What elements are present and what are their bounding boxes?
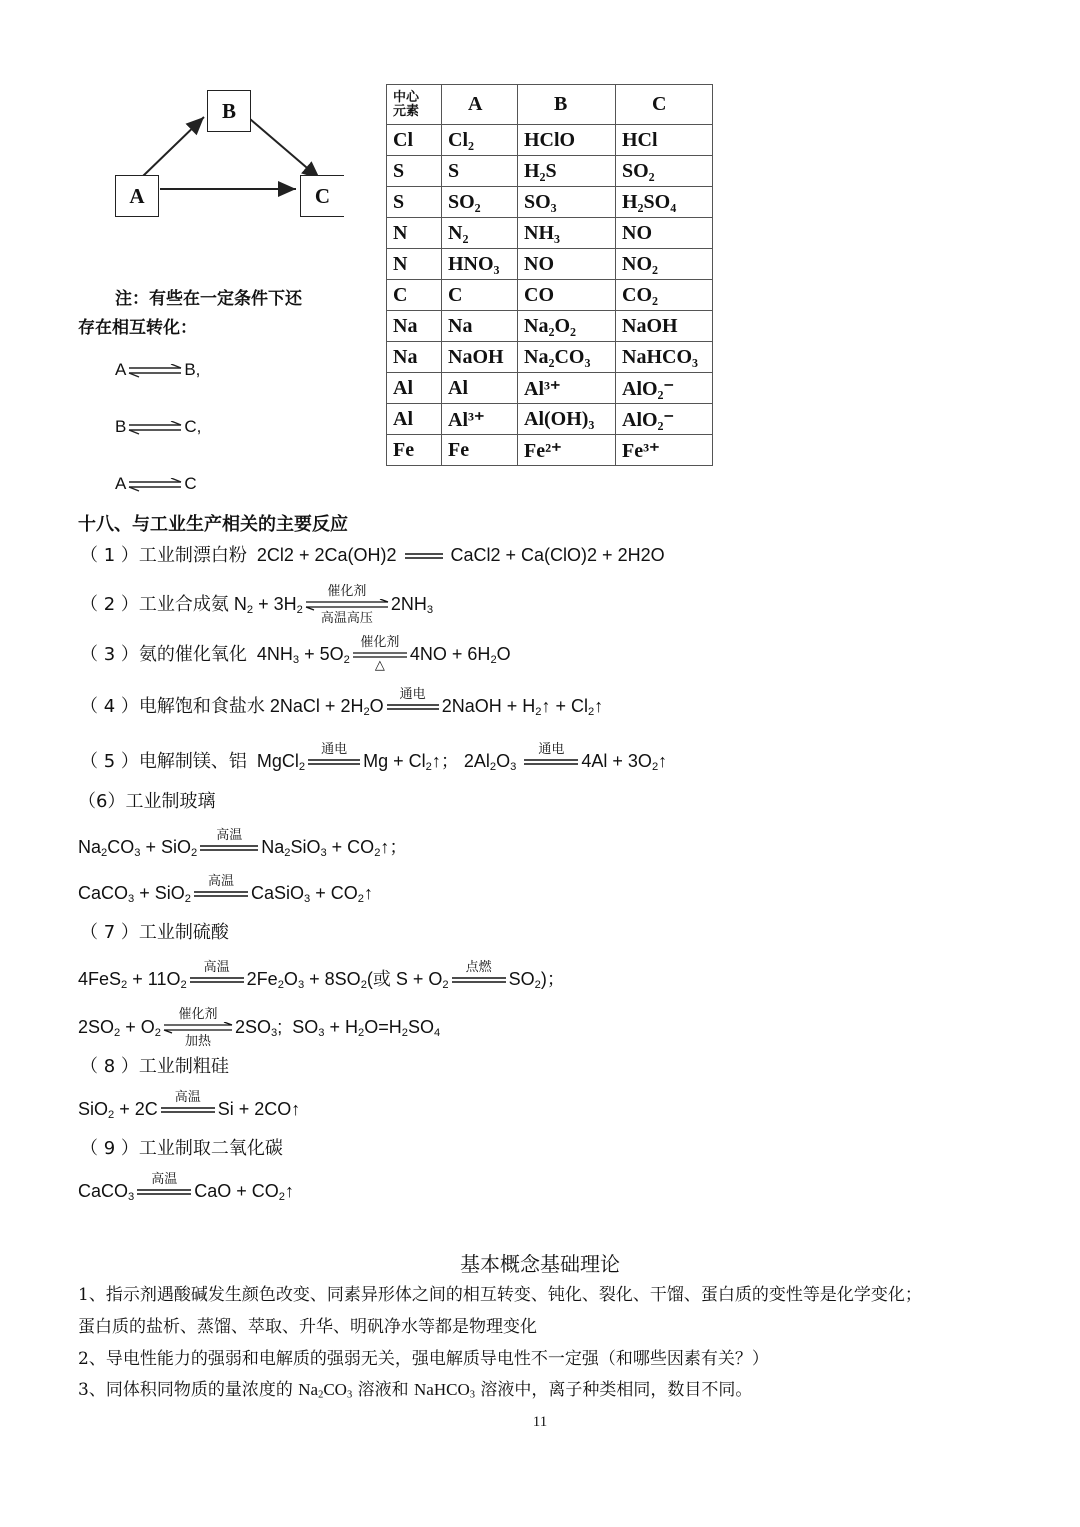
reaction-6-title: （6）工业制玻璃: [78, 791, 216, 812]
header-a: A: [442, 85, 518, 125]
reaction-7b: $2SO_2 + O_2$ 催化剂 加热 $2SO_3$; $SO_3 + H_2O=H_2SO_4$: [78, 1007, 441, 1050]
table-row: [387, 373, 713, 404]
table-cell: SO₃: [518, 187, 616, 218]
table-cell: Al: [387, 373, 442, 404]
table-cell: Al³⁺: [518, 373, 616, 404]
table-row: [387, 125, 713, 156]
equilibrium-pair-3: A C: [115, 474, 197, 493]
table-cell: HNO₃: [442, 249, 518, 280]
table-cell: H₂S: [518, 156, 616, 187]
table-cell: Cl: [387, 125, 442, 156]
table-cell: N₂: [442, 218, 518, 249]
table-cell: C: [442, 280, 518, 311]
note-line1: 注：有些在一定条件下还: [115, 289, 302, 309]
table-cell: HClO: [518, 125, 616, 156]
table-row: [387, 404, 713, 435]
table-cell: CO₂: [616, 280, 713, 311]
table-cell: NH₃: [518, 218, 616, 249]
table-cell: SO₂: [442, 187, 518, 218]
table-cell: Cl₂: [442, 125, 518, 156]
table-row: [387, 435, 713, 466]
table-cell: N: [387, 218, 442, 249]
reaction-9: CaCO$_3$ 高温 CaO + $CO_2↑$: [78, 1172, 294, 1203]
reaction-6a: $Na_2CO_3 + SiO_2$ 高温 $Na_2SiO_3$ + $CO_2↑$；: [78, 828, 408, 859]
reaction-8-title: （ 8 ）工业制粗硅: [80, 1056, 229, 1077]
reaction-4: （ 4 ）电解饱和食盐水 2NaCl + $2H_2O$ 通电 2NaOH + $H_2↑$ + $Cl_2↑$: [80, 687, 604, 718]
table-cell: S: [387, 187, 442, 218]
node-a: A: [115, 175, 159, 217]
note-line2: 存在相互转化：: [78, 318, 197, 338]
table-cell: Na: [387, 342, 442, 373]
table-row: [387, 156, 713, 187]
section-18-title: 十八、与工业生产相关的主要反应: [78, 514, 348, 535]
table-cell: CO: [518, 280, 616, 311]
table-cell: Al: [442, 373, 518, 404]
table-cell: NO₂: [616, 249, 713, 280]
table-row: [387, 218, 713, 249]
table-cell: NO: [518, 249, 616, 280]
table-cell: Al(OH)₃: [518, 404, 616, 435]
header-center-element: 中心 元素: [387, 85, 442, 125]
table-row: [387, 311, 713, 342]
reversible-arrow-icon: [127, 421, 183, 435]
table-cell: AlO₂⁻: [616, 404, 713, 435]
basics-title: 基本概念基础理论: [460, 1252, 620, 1276]
table-cell: Fe³⁺: [616, 435, 713, 466]
node-b: B: [207, 90, 251, 132]
table-cell: NO: [616, 218, 713, 249]
equilibrium-pair-1: A B,: [115, 360, 201, 379]
basics-para-3: 3、同体积同物质的量浓度的 $Na_2CO_3$ 溶液和 NaHCO$_3$ 溶液中，离子种类相同，数目不同。: [78, 1380, 753, 1401]
reaction-7-title: （ 7 ）工业制硫酸: [80, 922, 229, 943]
reaction-7a: $4FeS_2 + 11O_2$ 高温 $2Fe_2O_3 + 8SO_2$(或 $S + O_2$ 点燃 $SO_2$)；: [78, 960, 565, 991]
table-cell: Al: [387, 404, 442, 435]
table-cell: Na: [387, 311, 442, 342]
reaction-8: SiO$_2$ + 2C 高温 Si + 2CO↑: [78, 1090, 301, 1121]
reaction-5: （ 5 ）电解制镁、铝 MgCl$_2$ 通电 $Mg + Cl_2↑$； $2Al_2O_3$ 通电 $4Al + 3O_2↑$: [80, 742, 668, 773]
page-number: 11: [532, 1414, 548, 1430]
table-cell: NaHCO₃: [616, 342, 713, 373]
table-cell: H₂SO₄: [616, 187, 713, 218]
header-c: C: [616, 85, 713, 125]
table-cell: Fe: [387, 435, 442, 466]
table-row: [387, 249, 713, 280]
table-cell: Na₂O₂: [518, 311, 616, 342]
reaction-1: （ 1 ）工业制漂白粉 2Cl2 + 2Ca(OH)2 CaCl2 + Ca(ClO)2 + 2H2O: [80, 545, 665, 566]
table-row: [387, 280, 713, 311]
header-b: B: [518, 85, 616, 125]
triangle-diagram: [110, 85, 350, 225]
reaction-2: （ 2 ）工业合成氨 $N_2 + 3H_2$ 催化剂 高温高压 $2NH_3$: [80, 584, 434, 627]
reaction-3: （ 3 ）氨的催化氧化 $4NH_3 + 5O_2$ 催化剂 △ $4NO + 6H_2O$: [80, 635, 511, 674]
table-cell: S: [442, 156, 518, 187]
basics-para-1: 1、指示剂遇酸碱发生颜色改变、同素异形体之间的相互转变、钝化、裂化、干馏、蛋白质的变性等是化学变化； 蛋白质的盐析、蒸馏、萃取、升华、明矾净水等都是物理变化: [78, 1285, 922, 1337]
table-cell: Na: [442, 311, 518, 342]
table-cell: C: [387, 280, 442, 311]
node-c: C: [300, 175, 344, 217]
table-cell: N: [387, 249, 442, 280]
table-row: [387, 342, 713, 373]
table-cell: Fe: [442, 435, 518, 466]
table-cell: NaOH: [442, 342, 518, 373]
table-cell: Na₂CO₃: [518, 342, 616, 373]
table-cell: NaOH: [616, 311, 713, 342]
table-header-row: [387, 85, 713, 125]
table-row: [387, 187, 713, 218]
table-cell: AlO₂⁻: [616, 373, 713, 404]
table-cell: HCl: [616, 125, 713, 156]
reversible-arrow-icon: [127, 364, 183, 378]
table-cell: Fe²⁺: [518, 435, 616, 466]
reversible-arrow-icon: [127, 478, 183, 492]
basics-para-2: 2、导电性能力的强弱和电解质的强弱无关，强电解质导电性不一定强（和哪些因素有关？）: [78, 1349, 769, 1369]
element-table: [386, 84, 713, 466]
equilibrium-pair-2: B C,: [115, 417, 202, 436]
reaction-9-title: （ 9 ）工业制取二氧化碳: [80, 1138, 283, 1159]
table-cell: S: [387, 156, 442, 187]
table-body: [387, 125, 713, 466]
table-cell: Al³⁺: [442, 404, 518, 435]
table-cell: SO₂: [616, 156, 713, 187]
reaction-6b: CaCO$_3$ + SiO$_2$ 高温 CaSiO$_3$ + $CO_2↑$: [78, 874, 373, 905]
